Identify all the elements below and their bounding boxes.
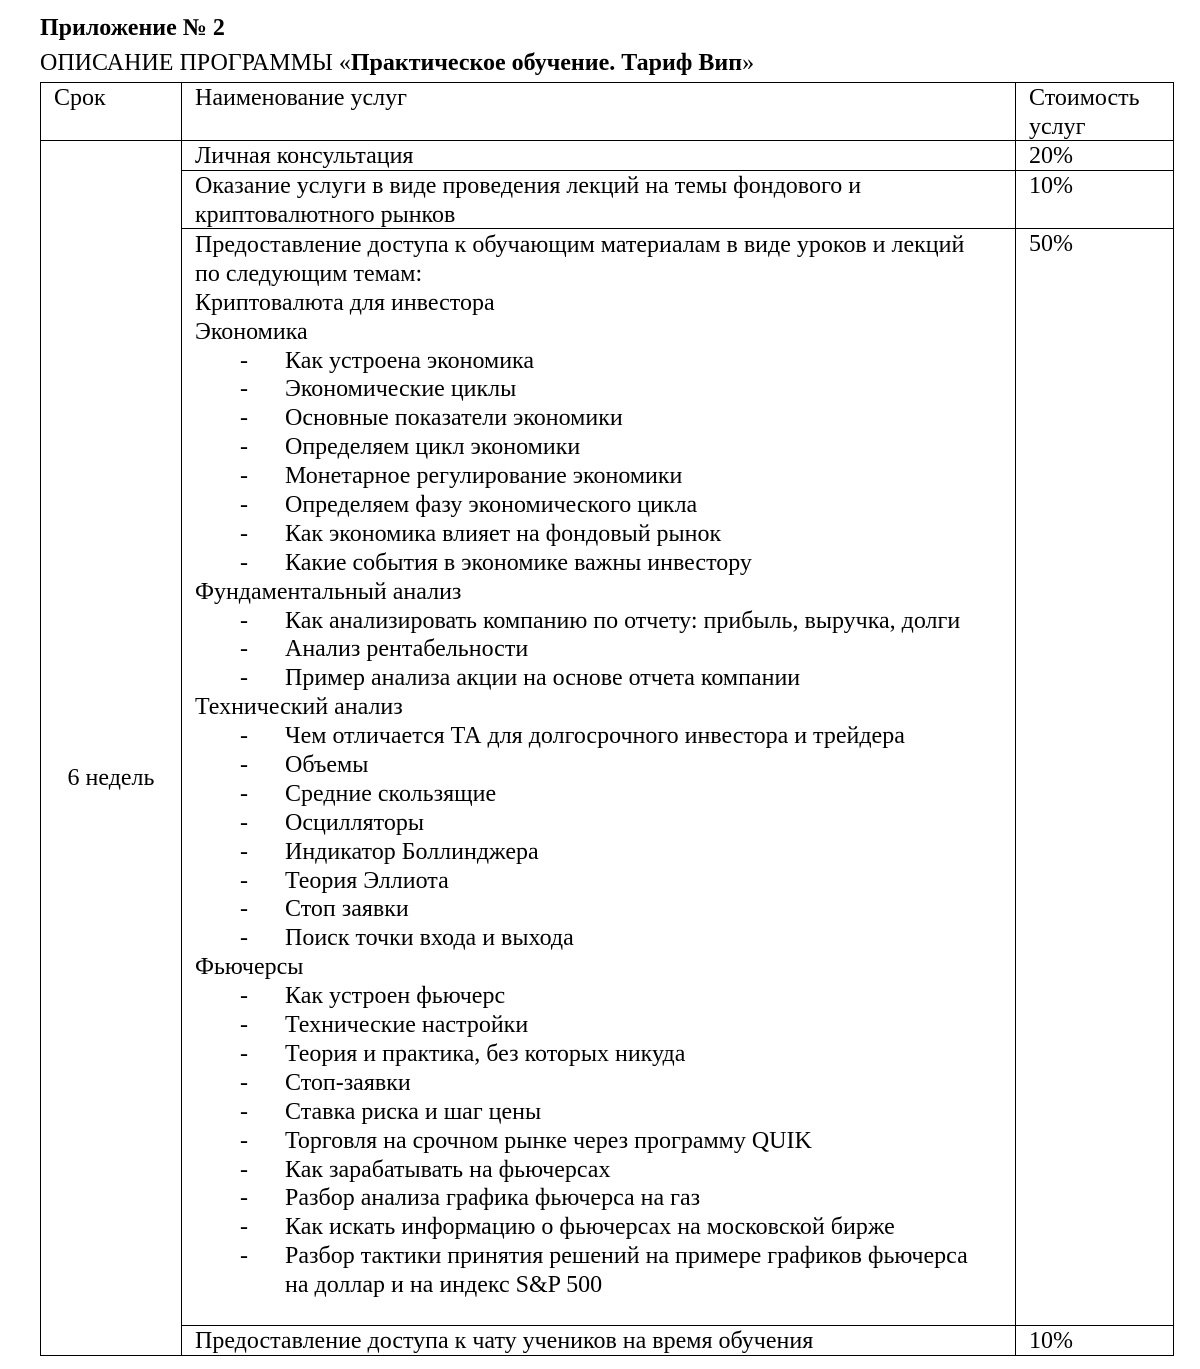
list-item xyxy=(195,809,964,838)
materials-heading xyxy=(195,289,964,318)
list-item-label: Как экономика влияет на фондовый рынок xyxy=(285,520,722,547)
bullet-dash: - xyxy=(240,1127,248,1154)
materials-heading-text: Экономика xyxy=(195,318,308,345)
bullet-dash: - xyxy=(240,1243,248,1270)
header-cost-line-1: Стоимость xyxy=(1029,85,1140,111)
list-item xyxy=(195,1156,964,1185)
bullet-dash: - xyxy=(240,1214,248,1241)
bullet-dash: - xyxy=(240,607,248,634)
header-term: Срок xyxy=(54,85,106,111)
list-item-label: Стоп заявки xyxy=(285,896,409,923)
program-title xyxy=(40,49,754,78)
materials-heading-text: Предоставление доступа к обучающим материалам в виде уроков и лекций xyxy=(195,232,965,258)
list-item-label: Объемы xyxy=(285,752,369,779)
bullet-dash: - xyxy=(240,636,248,663)
list-item xyxy=(195,491,964,520)
list-item xyxy=(195,1127,964,1156)
list-item-label: Теория Эллиота xyxy=(285,867,449,894)
row-2-name-line-2: криптовалютного рынков xyxy=(195,202,456,228)
row-4-cost: 10% xyxy=(1029,1328,1073,1354)
list-item xyxy=(195,838,964,867)
list-item-label: Осцилляторы xyxy=(285,809,424,836)
list-item-label: Стоп-заявки xyxy=(285,1069,411,1096)
materials-heading-text: Фундаментальный анализ xyxy=(195,578,462,605)
list-item xyxy=(195,982,964,1011)
bullet-dash: - xyxy=(240,983,248,1010)
bullet-dash: - xyxy=(240,347,248,374)
bullet-dash: - xyxy=(240,1069,248,1096)
materials-heading xyxy=(195,231,964,260)
list-item xyxy=(195,404,964,433)
bullet-dash: - xyxy=(240,809,248,836)
list-item xyxy=(195,895,964,924)
row-2-cost: 10% xyxy=(1029,173,1073,199)
list-item xyxy=(195,867,964,896)
bullet-dash: - xyxy=(240,549,248,576)
list-item xyxy=(195,433,964,462)
list-item xyxy=(195,1069,964,1098)
list-item-label: на доллар и на индекс S&P 500 xyxy=(285,1272,603,1299)
list-item-label: Ставка риска и шаг цены xyxy=(285,1098,542,1125)
row-2-name-line-1: Оказание услуги в виде проведения лекций на темы фондового и xyxy=(195,173,862,199)
bullet-dash: - xyxy=(240,520,248,547)
list-item-label: Как устроена экономика xyxy=(285,347,534,374)
list-item xyxy=(195,664,964,693)
row-3-cost: 50% xyxy=(1029,231,1073,257)
list-item xyxy=(195,635,964,664)
bullet-dash: - xyxy=(240,867,248,894)
annex-title: Приложение № 2 xyxy=(40,15,225,41)
list-item-label: Поиск точки входа и выхода xyxy=(285,925,574,952)
materials-heading-text: по следующим темам: xyxy=(195,260,423,287)
bullet-dash: - xyxy=(240,780,248,807)
list-item-label: Как анализировать компанию по отчету: прибыль, выручка, долги xyxy=(285,607,961,634)
row-1-name: Личная консультация xyxy=(195,143,414,169)
bullet-dash: - xyxy=(240,1040,248,1067)
list-item xyxy=(195,780,964,809)
list-item-label: Как искать информацию о фьючерсах на московской бирже xyxy=(285,1214,895,1241)
list-item-label: Индикатор Боллинджера xyxy=(285,838,539,865)
list-item-label: Торговля на срочном рынке через программу QUIK xyxy=(285,1127,812,1154)
list-item xyxy=(195,1098,964,1127)
list-item xyxy=(195,924,964,953)
list-item-label: Основные показатели экономики xyxy=(285,405,623,432)
list-item-label: Средние скользящие xyxy=(285,780,497,807)
row-4-name: Предоставление доступа к чату учеников на время обучения xyxy=(195,1328,814,1354)
materials-heading xyxy=(195,260,964,289)
list-item-label: Анализ рентабельности xyxy=(285,636,529,663)
materials-heading xyxy=(195,578,964,607)
list-item xyxy=(195,1184,964,1213)
list-item xyxy=(195,549,964,578)
header-cost-line-2: услуг xyxy=(1029,114,1086,140)
list-item-label: Разбор анализа графика фьючерса на газ xyxy=(285,1185,701,1212)
bullet-dash: - xyxy=(240,405,248,432)
materials-heading xyxy=(195,953,964,982)
list-item xyxy=(195,1011,964,1040)
list-item xyxy=(195,1213,964,1242)
list-item-label: Определяем цикл экономики xyxy=(285,434,581,461)
list-item-label: Монетарное регулирование экономики xyxy=(285,463,683,490)
list-item-label: Как зарабатывать на фьючерсах xyxy=(285,1156,611,1183)
bullet-dash: - xyxy=(240,376,248,403)
list-item xyxy=(195,722,964,751)
list-item-label: Экономические циклы xyxy=(285,376,517,403)
list-item xyxy=(195,751,964,780)
bullet-dash: - xyxy=(240,925,248,952)
table-border-right xyxy=(1173,82,1174,1356)
list-item xyxy=(195,520,964,549)
bullet-dash: - xyxy=(240,723,248,750)
list-item-label: Пример анализа акции на основе отчета компании xyxy=(285,665,801,692)
program-title-suffix: » xyxy=(742,50,755,76)
table-border-term-right xyxy=(181,82,182,1356)
materials-heading-text: Фьючерсы xyxy=(195,954,304,981)
list-item-label: Технические настройки xyxy=(285,1012,529,1039)
materials-heading-text: Криптовалюта для инвестора xyxy=(195,289,495,316)
list-item-label: Как устроен фьючерс xyxy=(285,983,506,1010)
program-title-prefix: ОПИСАНИЕ ПРОГРАММЫ « xyxy=(40,50,351,76)
list-item xyxy=(195,1242,968,1271)
row-1-cost: 20% xyxy=(1029,143,1073,169)
list-item-label: Разбор тактики принятия решений на примере графиков фьючерса xyxy=(285,1243,968,1270)
materials-heading xyxy=(195,693,964,722)
bullet-dash: - xyxy=(240,463,248,490)
materials-heading xyxy=(195,318,964,347)
bullet-dash: - xyxy=(240,1098,248,1125)
bullet-dash: - xyxy=(240,665,248,692)
term-value: 6 недель xyxy=(67,765,155,791)
list-item-label: Теория и практика, без которых никуда xyxy=(285,1040,686,1067)
row-3-bottom xyxy=(181,1325,1174,1326)
table-border-top xyxy=(40,82,1174,83)
list-item-continuation xyxy=(195,1271,964,1300)
materials-heading-text: Технический анализ xyxy=(195,694,403,721)
table-header-bottom xyxy=(40,140,1174,141)
list-item-label: Чем отличается ТА для долгосрочного инвестора и трейдера xyxy=(285,723,905,750)
list-item xyxy=(195,1040,964,1069)
bullet-dash: - xyxy=(240,838,248,865)
bullet-dash: - xyxy=(240,434,248,461)
bullet-dash: - xyxy=(240,752,248,779)
table-border-left xyxy=(40,82,41,1356)
header-name: Наименование услуг xyxy=(195,85,407,111)
program-name: Практическое обучение. Тариф Вип xyxy=(350,50,743,76)
list-item-label: Определяем фазу экономического цикла xyxy=(285,492,698,519)
bullet-dash: - xyxy=(240,896,248,923)
list-item xyxy=(195,607,964,636)
bullet-dash: - xyxy=(240,1185,248,1212)
list-item-label: Какие события в экономике важны инвестору xyxy=(285,549,752,576)
list-item xyxy=(195,347,964,376)
table-border-name-right xyxy=(1015,82,1016,1356)
bullet-dash: - xyxy=(240,1156,248,1183)
list-item xyxy=(195,375,964,404)
list-item xyxy=(195,462,964,491)
materials-list xyxy=(195,231,968,1300)
bullet-dash: - xyxy=(240,492,248,519)
bullet-dash: - xyxy=(240,1012,248,1039)
